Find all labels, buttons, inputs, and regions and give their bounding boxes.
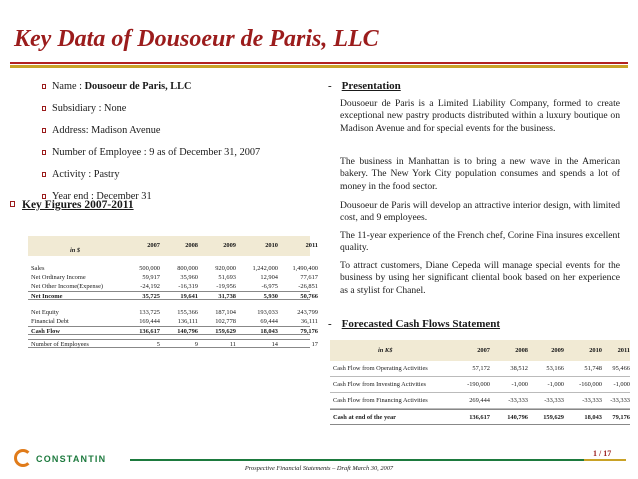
- cell-value: 36,111: [300, 318, 318, 325]
- info-year-end: Year end : December 31: [42, 190, 332, 203]
- cell-value: 57,172: [472, 365, 490, 372]
- year-header: 2008: [515, 347, 528, 354]
- cell-value: 79,176: [612, 414, 630, 421]
- year-header: 2008: [185, 242, 198, 249]
- cell-value: -33,333: [544, 397, 564, 404]
- cell-value: -1,000: [511, 381, 528, 388]
- page-title: Key Data of Dousoeur de Paris, LLC: [14, 26, 379, 52]
- cell-value: 38,512: [510, 365, 528, 372]
- cell-value: 14: [271, 341, 278, 348]
- year-header: 2009: [223, 242, 236, 249]
- cell-value: 17: [311, 341, 318, 348]
- cell-value: 51,748: [584, 365, 602, 372]
- cell-value: -33,333: [582, 397, 602, 404]
- cell-value: 133,725: [139, 309, 160, 316]
- table-row: [28, 291, 318, 300]
- cell-value: -33,333: [508, 397, 528, 404]
- year-header: 2011: [617, 347, 630, 354]
- table-header: [28, 236, 318, 256]
- table-unit-label: in $: [70, 247, 81, 254]
- table-row: [28, 339, 318, 348]
- info-subsidiary: Subsidiary : None: [42, 102, 332, 115]
- cell-value: -24,192: [140, 283, 160, 290]
- table-spacer: [28, 300, 310, 308]
- cell-value: -160,000: [579, 381, 602, 388]
- row-label: Net Income: [31, 293, 63, 300]
- table-header: [330, 340, 630, 361]
- presentation-paragraph: The 11-year experience of the French chef, Corine Fina insures excellent quality.: [340, 230, 620, 254]
- cell-value: 11: [229, 341, 236, 348]
- table-row: [330, 361, 630, 377]
- presentation-paragraph: Dousoeur de Paris is a Limited Liability Company, formed to create exceptional new pastry products distributed within a luxury boutique on Madison Avenue and for special events for the business.: [340, 98, 620, 134]
- year-header: 2009: [551, 347, 564, 354]
- cell-value: 53,166: [546, 365, 564, 372]
- row-label: Cash Flow from Investing Activities: [333, 381, 427, 388]
- cell-value: 269,444: [469, 397, 490, 404]
- key-figures-heading: Key Figures 2007-2011: [10, 199, 134, 211]
- company-info-list: [42, 80, 332, 212]
- row-label: Net Ordinary Income: [31, 274, 86, 281]
- cell-value: 18,043: [260, 328, 278, 335]
- info-name: Name : Dousoeur de Paris, LLC: [42, 80, 332, 93]
- year-header: 2007: [147, 242, 160, 249]
- table-unit-label: in K$: [378, 347, 393, 354]
- cell-value: 193,033: [257, 309, 278, 316]
- cell-value: 1,490,400: [292, 265, 318, 272]
- info-address: Address: Madison Avenue: [42, 124, 332, 137]
- cell-value: 77,617: [300, 274, 318, 281]
- cell-value: 920,000: [215, 265, 236, 272]
- key-figures-table: [28, 236, 318, 348]
- cell-value: 35,960: [180, 274, 198, 281]
- bullet-square-icon: [42, 128, 46, 133]
- row-label: Number of Employees: [31, 341, 89, 348]
- footer-caption: Prospective Financial Statements – Draft March 30, 2007: [244, 465, 394, 472]
- cell-value: -16,319: [178, 283, 198, 290]
- bullet-square-icon: [42, 106, 46, 111]
- cell-value: -1,000: [613, 381, 630, 388]
- year-header: 2007: [477, 347, 490, 354]
- info-activity: Activity : Pastry: [42, 168, 332, 181]
- table-row: [28, 317, 318, 326]
- bullet-square-icon: [42, 172, 46, 177]
- bullet-square-icon: [42, 84, 46, 89]
- row-label: Cash Flow: [31, 328, 60, 335]
- cell-value: 140,796: [507, 414, 528, 421]
- cell-value: 79,176: [300, 328, 318, 335]
- presentation-paragraph: Dousoeur de Paris will develop an attractive interior design, with limited cost, and 9 employees.: [340, 200, 620, 224]
- table-row: [330, 377, 630, 393]
- table-spacer: [28, 256, 310, 264]
- cell-value: 5,930: [263, 293, 278, 300]
- cell-value: 800,000: [177, 265, 198, 272]
- table-row: [28, 273, 318, 282]
- cell-value: 5: [156, 341, 160, 348]
- bullet-square-icon: [42, 150, 46, 155]
- forecast-heading: - Forecasted Cash Flows Statement: [328, 318, 501, 330]
- cell-value: -1,000: [547, 381, 564, 388]
- table-row: [28, 264, 318, 273]
- cell-value: 136,617: [139, 328, 160, 335]
- row-label: Net Equity: [31, 309, 59, 316]
- bullet-square-icon: [10, 201, 15, 207]
- cell-value: 243,799: [297, 309, 318, 316]
- cell-value: 102,778: [215, 318, 236, 325]
- cell-value: 51,693: [218, 274, 236, 281]
- cell-value: 35,725: [142, 293, 160, 300]
- row-label: Financial Debt: [31, 318, 69, 325]
- row-label: Cash Flow from Financing Activities: [333, 397, 428, 404]
- presentation-heading: - Presentation: [328, 80, 401, 92]
- info-employees: Number of Employee : 9 as of December 31, 2007: [42, 146, 332, 159]
- cell-value: 136,617: [469, 414, 490, 421]
- cell-value: 31,738: [218, 293, 236, 300]
- cell-value: 59,917: [142, 274, 160, 281]
- row-label: Cash Flow from Operating Activities: [333, 365, 428, 372]
- year-header: 2010: [589, 347, 602, 354]
- row-label: Cash at end of the year: [333, 414, 397, 421]
- cell-value: 136,111: [177, 318, 198, 325]
- table-row: [28, 326, 318, 335]
- page-number: 1 / 17: [593, 449, 612, 458]
- cell-value: 9: [194, 341, 198, 348]
- cell-value: 500,000: [139, 265, 160, 272]
- cell-value: 1,242,000: [252, 265, 278, 272]
- table-row: [330, 393, 630, 409]
- table-row: [28, 308, 318, 317]
- cell-value: 140,796: [177, 328, 198, 335]
- footer-divider: [130, 459, 584, 461]
- cell-value: 155,366: [177, 309, 198, 316]
- row-label: Net Other Income(Expense): [31, 283, 104, 290]
- table-row: [330, 409, 630, 425]
- presentation-paragraph: The business in Manhattan is to bring a new wave in the American bakery. The New York City population consumes and spends a lot of money in the food sector.: [340, 156, 620, 192]
- cell-value: -33,333: [610, 397, 630, 404]
- cell-value: 19,641: [180, 293, 198, 300]
- cell-value: -6,975: [261, 283, 278, 290]
- cell-value: 187,104: [215, 309, 236, 316]
- presentation-paragraph: To attract customers, Diane Cepeda will manage special events for the business by using her significant cliental book based on her experience as a stylist for Chanel.: [340, 260, 620, 296]
- cell-value: 169,444: [139, 318, 160, 325]
- footer-divider-accent: [584, 459, 626, 461]
- cell-value: 18,043: [584, 414, 602, 421]
- table-row: [28, 282, 318, 291]
- cell-value: 159,629: [543, 414, 564, 421]
- cell-value: 50,766: [300, 293, 318, 300]
- cell-value: -19,956: [216, 283, 236, 290]
- year-header: 2011: [305, 242, 318, 249]
- cell-value: 69,444: [260, 318, 278, 325]
- forecast-cash-flows-table: [330, 340, 630, 425]
- cell-value: 159,629: [215, 328, 236, 335]
- cell-value: 12,904: [260, 274, 278, 281]
- cell-value: 95,466: [612, 365, 630, 372]
- year-header: 2010: [265, 242, 278, 249]
- cell-value: -26,851: [298, 283, 318, 290]
- cell-value: -190,000: [467, 381, 490, 388]
- row-label: Sales: [31, 265, 45, 272]
